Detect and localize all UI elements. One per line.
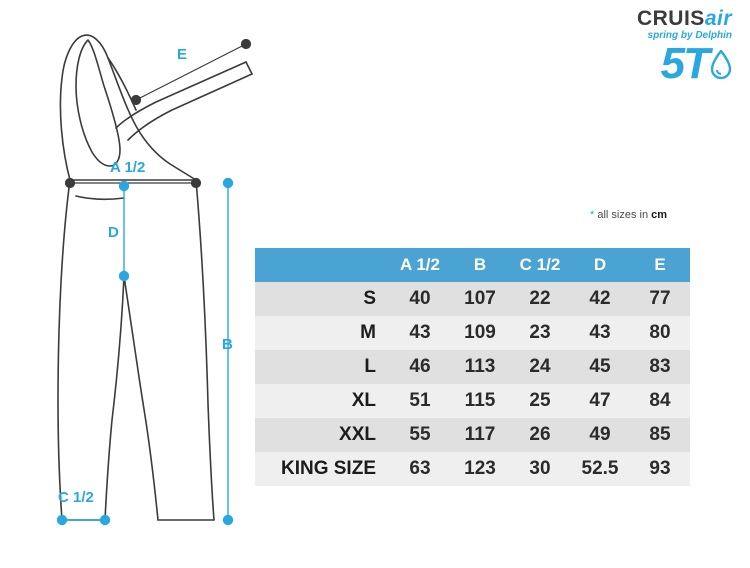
cell-a-half: 46 (390, 350, 450, 384)
cell-a-half: 63 (390, 452, 450, 486)
cell-d: 43 (570, 316, 630, 350)
cell-c-half: 23 (510, 316, 570, 350)
cell-a-half: 40 (390, 282, 450, 316)
row-size-label: L (255, 350, 390, 384)
cell-a-half: 55 (390, 418, 450, 452)
cell-c-half: 26 (510, 418, 570, 452)
cell-c-half: 30 (510, 452, 570, 486)
table-row (255, 282, 690, 316)
row-size-label: M (255, 316, 390, 350)
dimension-label-a-half: A 1/2 (110, 159, 146, 176)
cell-d: 52.5 (570, 452, 630, 486)
units-note-unit: cm (651, 209, 668, 221)
row-size-label: S (255, 282, 390, 316)
units-note-star: * (590, 209, 595, 221)
table-header-d: D (570, 248, 630, 282)
cell-e: 77 (630, 282, 690, 316)
cell-c-half: 24 (510, 350, 570, 384)
cell-e: 85 (630, 418, 690, 452)
row-size-label: XXL (255, 418, 390, 452)
cell-a-half: 43 (390, 316, 450, 350)
brand-logo (582, 7, 732, 88)
brand-model: 5T (660, 39, 708, 88)
dimension-label-c-half: C 1/2 (58, 489, 94, 506)
dimension-label-b: B (222, 336, 233, 353)
cell-d: 49 (570, 418, 630, 452)
cell-e: 83 (630, 350, 690, 384)
water-drop-icon (710, 50, 732, 80)
dimension-label-e: E (177, 46, 188, 63)
table-header-row (255, 248, 690, 282)
cell-d: 42 (570, 282, 630, 316)
cell-b: 123 (450, 452, 510, 486)
cell-b: 109 (450, 316, 510, 350)
size-table (255, 248, 690, 486)
cell-e: 80 (630, 316, 690, 350)
table-row (255, 452, 690, 486)
table-row (255, 316, 690, 350)
brand-tagline: spring by Delphin (647, 30, 732, 41)
size-table-wrapper (255, 248, 690, 486)
cell-c-half: 22 (510, 282, 570, 316)
cell-a-half: 51 (390, 384, 450, 418)
table-row (255, 350, 690, 384)
table-row (255, 418, 690, 452)
size-table-head (255, 248, 690, 282)
cell-e: 84 (630, 384, 690, 418)
units-note-text: all sizes in (597, 209, 652, 221)
units-note (590, 209, 667, 221)
brand-model-lockup (582, 39, 732, 88)
cell-d: 47 (570, 384, 630, 418)
cell-d: 45 (570, 350, 630, 384)
table-header-a-half: A 1/2 (390, 248, 450, 282)
cell-b: 113 (450, 350, 510, 384)
brand-name-accent: air (704, 7, 732, 30)
table-row (255, 384, 690, 418)
table-header-e: E (630, 248, 690, 282)
row-size-label: KING SIZE (255, 452, 390, 486)
row-size-label: XL (255, 384, 390, 418)
cell-b: 107 (450, 282, 510, 316)
table-header-b: B (450, 248, 510, 282)
brand-name (582, 8, 732, 29)
cell-c-half: 25 (510, 384, 570, 418)
brand-name-main: CRUIS (636, 7, 705, 30)
cell-e: 93 (630, 452, 690, 486)
table-header-c-half: C 1/2 (510, 248, 570, 282)
cell-b: 117 (450, 418, 510, 452)
cell-b: 115 (450, 384, 510, 418)
table-header-corner (255, 248, 390, 282)
dimension-label-d: D (108, 224, 119, 241)
size-table-body (255, 282, 690, 486)
